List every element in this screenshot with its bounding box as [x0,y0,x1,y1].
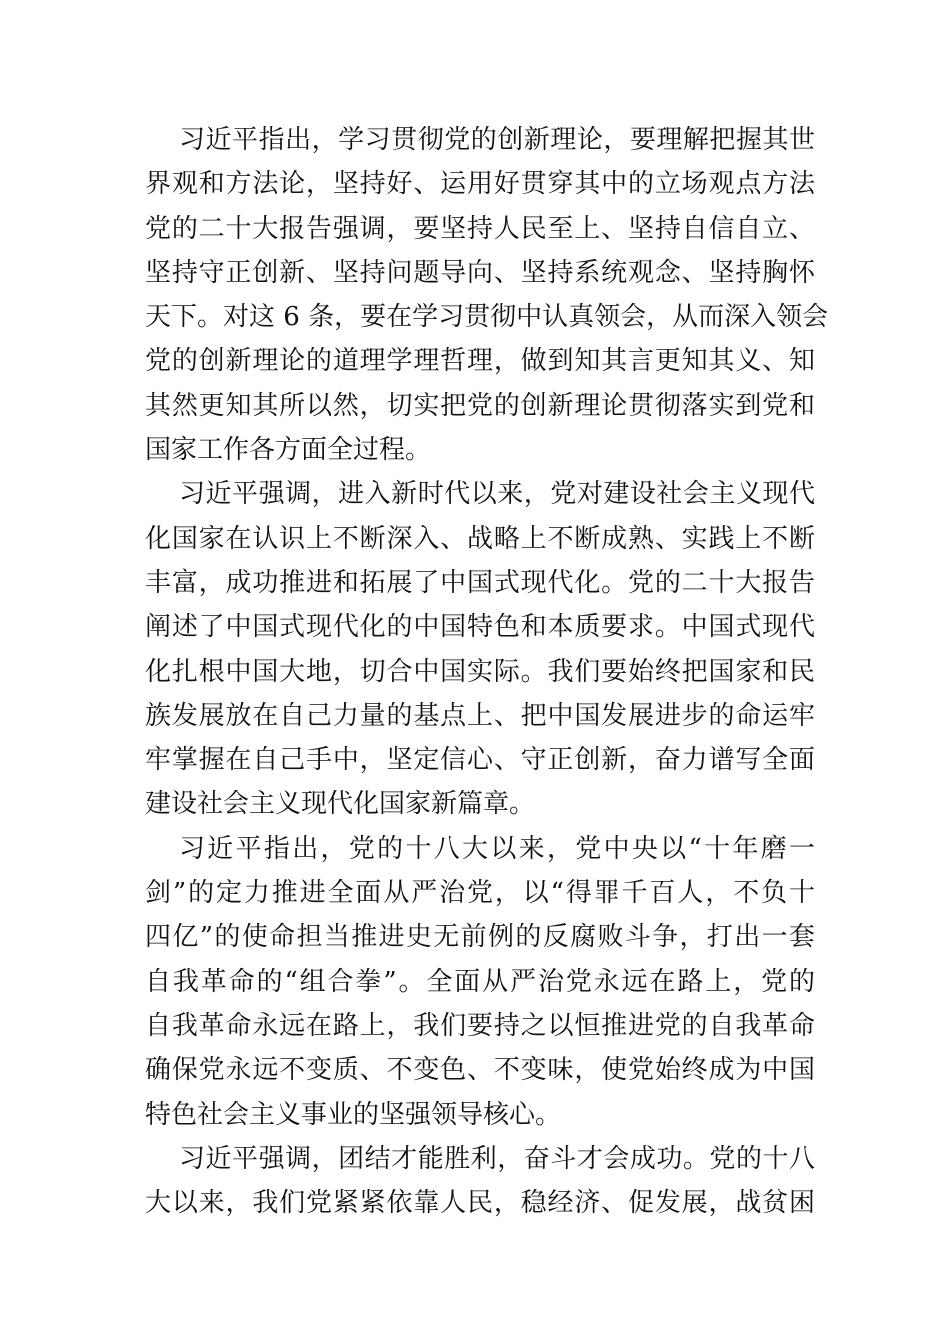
paragraph-line: 四亿”的使命担当推进史无前例的反腐败斗争，打出一套 [145,922,815,953]
paragraph-line: 天下。对这 6 条，要在学习贯彻中认真领会，从而深入领会 [145,302,829,333]
body-text [145,118,829,1225]
paragraph-line: 建设社会主义现代化国家新篇章。 [145,789,536,820]
paragraph-line: 党的二十大报告强调，要坚持人民至上、坚持自信自立、 [145,213,815,244]
paragraph-line: 确保党永远不变质、不变色、不变味，使党始终成为中国 [145,1055,815,1086]
paragraph-line: 习近平指出，学习贯彻党的创新理论，要理解把握其世 [179,125,815,155]
paragraph-line: 化国家在认识上不断深入、战略上不断成熟、实践上不断 [145,523,815,554]
paragraph-2 [145,472,815,826]
paragraph-line: 牢掌握在自己手中，坚定信心、守正创新，奋力谱写全面 [145,745,815,776]
paragraph-line: 特色社会主义事业的坚强领导核心。 [145,1099,562,1130]
paragraph-line: 阐述了中国式现代化的中国特色和本质要求。中国式现代 [145,612,815,643]
paragraph-line: 剑”的定力推进全面从严治党，以“得罪千百人，不负十 [145,878,815,909]
paragraph-line: 习近平强调，进入新时代以来，党对建设社会主义现代 [179,479,815,510]
paragraph-line: 自我革命永远在路上，我们要持之以恒推进党的自我革命 [145,1010,815,1041]
paragraph-3 [145,827,815,1137]
paragraph-1 [145,118,829,472]
paragraph-line: 界观和方法论，坚持好、运用好贯穿其中的立场观点方法 [145,169,815,200]
paragraph-line: 其然更知其所以然，切实把党的创新理论贯彻落实到党和 [145,390,815,421]
paragraph-line: 习近平指出，党的十八大以来，党中央以“十年磨一 [179,833,815,864]
paragraph-line: 化扎根中国大地，切合中国实际。我们要始终把国家和民 [145,656,815,687]
paragraph-line: 党的创新理论的道理学理哲理，做到知其言更知其义、知 [145,346,815,377]
paragraph-line: 国家工作各方面全过程。 [145,435,432,466]
paragraph-4 [145,1137,815,1226]
paragraph-line: 丰富，成功推进和拓展了中国式现代化。党的二十大报告 [145,567,815,598]
paragraph-line: 习近平强调，团结才能胜利，奋斗才会成功。党的十八 [179,1143,815,1174]
paragraph-line: 坚持守正创新、坚持问题导向、坚持系统观念、坚持胸怀 [145,257,815,288]
paragraph-line: 大以来，我们党紧紧依靠人民，稳经济、促发展，战贫困 [145,1188,815,1219]
paragraph-line: 自我革命的“组合拳”。全面从严治党永远在路上，党的 [145,966,815,997]
paragraph-line: 族发展放在自己力量的基点上、把中国发展进步的命运牢 [145,700,815,731]
